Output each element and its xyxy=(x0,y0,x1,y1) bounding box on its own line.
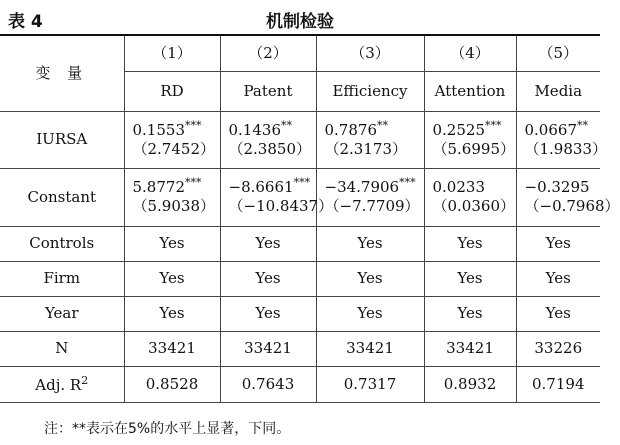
significance-stars: *** xyxy=(485,118,502,132)
t-stat: （2.7452） xyxy=(132,139,215,158)
coef-value: 0.0233 xyxy=(432,178,485,197)
t-stat: （5.9038） xyxy=(132,197,215,215)
coef-cell xyxy=(124,168,220,226)
column-name: Efficiency xyxy=(316,71,424,111)
column-name: Media xyxy=(516,71,600,111)
table-row-firm xyxy=(0,261,600,296)
row-label: N xyxy=(0,331,124,366)
coef-cell xyxy=(516,168,620,226)
coef-cell xyxy=(424,168,516,226)
regression-table xyxy=(0,36,620,403)
row-label xyxy=(0,366,124,402)
coef-value: 0.1436 xyxy=(228,120,281,139)
cell-value: Yes xyxy=(316,261,424,296)
cell-value: 0.8932 xyxy=(424,366,516,402)
table-row-year xyxy=(0,296,600,331)
column-number: （3） xyxy=(316,36,424,71)
adj-r2-label: Adj. R xyxy=(35,375,82,394)
column-number: （4） xyxy=(424,36,516,71)
column-name: RD xyxy=(124,71,220,111)
cell-value: 33421 xyxy=(220,331,316,366)
coef-cell xyxy=(316,168,424,226)
coef-value: 5.8772 xyxy=(132,178,185,197)
column-number: （1） xyxy=(124,36,220,71)
row-label: IURSA xyxy=(0,111,124,168)
t-stat: （−10.8437） xyxy=(228,197,334,215)
cell-value: Yes xyxy=(516,226,600,261)
t-stat: （−0.7968） xyxy=(524,197,620,215)
row-label: Controls xyxy=(0,226,124,261)
significance-stars: *** xyxy=(185,176,202,190)
row-label: Constant xyxy=(0,168,124,226)
cell-value: Yes xyxy=(424,296,516,331)
cell-value: 0.8528 xyxy=(124,366,220,402)
cell-value: Yes xyxy=(124,296,220,331)
significance-stars: *** xyxy=(185,118,202,132)
t-stat: （1.9833） xyxy=(524,139,607,158)
table-row-iursa xyxy=(0,111,600,168)
coef-value: 0.0667 xyxy=(524,120,577,139)
table-row-controls xyxy=(0,226,600,261)
t-stat: （5.6995） xyxy=(432,139,515,158)
cell-value: Yes xyxy=(124,261,220,296)
table-row-adj-r2 xyxy=(0,366,600,402)
cell-value: Yes xyxy=(424,226,516,261)
cell-value: Yes xyxy=(424,261,516,296)
coef-value: 0.1553 xyxy=(132,120,185,139)
significance-stars: ** xyxy=(577,118,588,132)
row-label: Year xyxy=(0,296,124,331)
cell-value: 33421 xyxy=(316,331,424,366)
column-number-row xyxy=(0,36,600,71)
t-stat: （2.3850） xyxy=(228,139,311,158)
coef-cell xyxy=(220,111,316,168)
cell-value: Yes xyxy=(516,261,600,296)
table-label: 表 4 xyxy=(8,12,43,32)
t-stat: （2.3173） xyxy=(324,139,407,158)
coef-value: 0.2525 xyxy=(432,120,485,139)
column-number: （5） xyxy=(516,36,600,71)
table-note: 注：**表示在5%的水平上显著，下同。 xyxy=(44,421,291,437)
column-name: Patent xyxy=(220,71,316,111)
coef-cell xyxy=(124,111,220,168)
table-row-n xyxy=(0,331,600,366)
column-name: Attention xyxy=(424,71,516,111)
cell-value: 33421 xyxy=(124,331,220,366)
coef-cell xyxy=(220,168,334,226)
coef-cell xyxy=(316,111,424,168)
cell-value: 0.7317 xyxy=(316,366,424,402)
significance-stars: ** xyxy=(377,118,388,132)
cell-value: Yes xyxy=(316,296,424,331)
cell-value: Yes xyxy=(124,226,220,261)
cell-value: 0.7194 xyxy=(516,366,600,402)
table-title: 机制检验 xyxy=(266,12,334,32)
coef-value: −0.3295 xyxy=(524,178,590,197)
coef-value: 0.7876 xyxy=(324,120,377,139)
t-stat: （−7.7709） xyxy=(324,197,420,215)
cell-value: 33226 xyxy=(516,331,600,366)
table-row-constant xyxy=(0,168,600,226)
cell-value: 33421 xyxy=(424,331,516,366)
adj-r2-superscript: 2 xyxy=(81,373,89,387)
coef-cell xyxy=(424,111,516,168)
coef-value: −8.6661 xyxy=(228,178,294,197)
row-label: Firm xyxy=(0,261,124,296)
significance-stars: ** xyxy=(281,118,292,132)
cell-value: 0.7643 xyxy=(220,366,316,402)
coef-value: −34.7906 xyxy=(324,178,400,197)
cell-value: Yes xyxy=(316,226,424,261)
table-header xyxy=(0,2,600,30)
cell-value: Yes xyxy=(220,261,316,296)
coef-cell xyxy=(516,111,607,168)
corner-label: 变 量 xyxy=(0,36,124,111)
column-number: （2） xyxy=(220,36,316,71)
cell-value: Yes xyxy=(516,296,600,331)
cell-value: Yes xyxy=(220,296,316,331)
t-stat: （0.0360） xyxy=(432,197,515,215)
significance-stars: *** xyxy=(293,176,311,190)
cell-value: Yes xyxy=(220,226,316,261)
significance-stars: *** xyxy=(399,176,416,190)
